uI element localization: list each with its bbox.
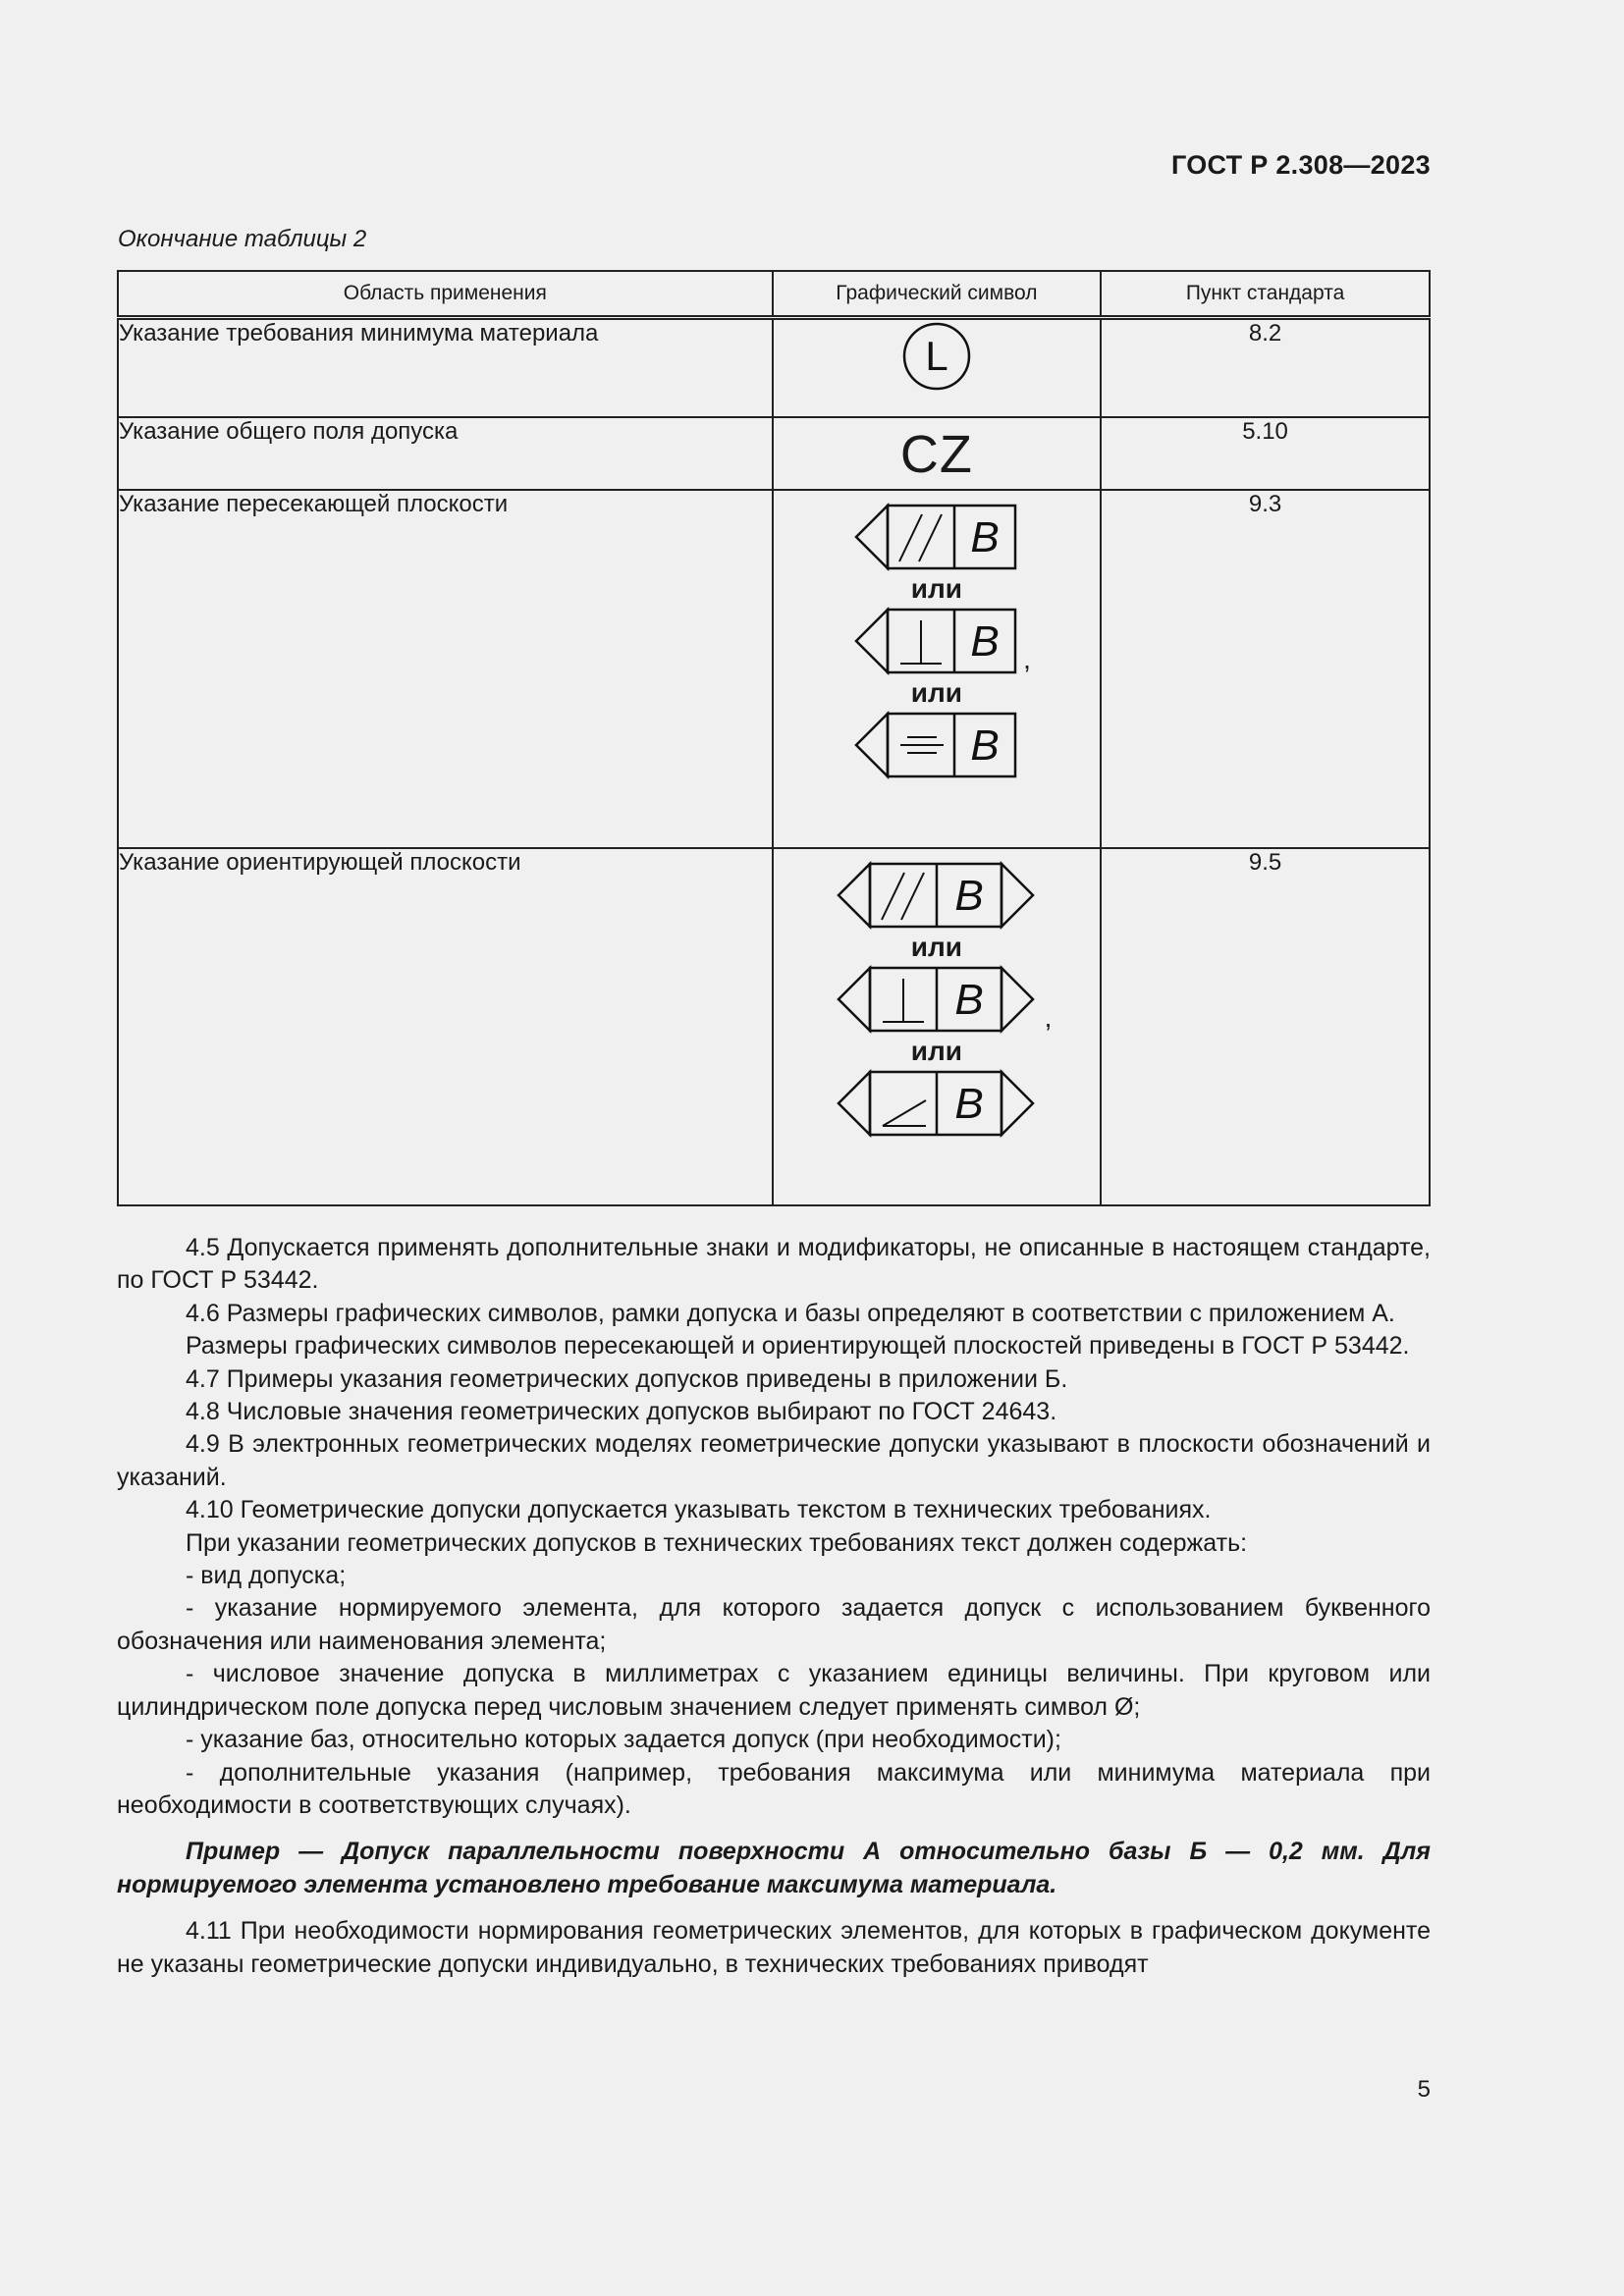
- datum-letter: B: [954, 975, 985, 1024]
- paragraph-4-9: 4.9 В электронных геометрических моделях геометрические допуски указывают в плоскости обозначений и указаний.: [117, 1430, 1431, 1491]
- page-number: 5: [1417, 2076, 1431, 2103]
- table-row: [118, 417, 1430, 490]
- least-material-icon: [900, 320, 973, 393]
- paragraph-4-6: 4.6 Размеры графических символов, рамки допуска и базы определяют в соответствии с приложением А.: [186, 1299, 1395, 1327]
- row-ref: 8.2: [1101, 318, 1430, 417]
- paragraph: Размеры графических символов пересекающей и ориентирующей плоскостей приведены в ГОСТ Р 53442.: [186, 1332, 1410, 1361]
- row-symbol: [773, 417, 1101, 490]
- list-item: - числовое значение допуска в миллиметрах с указанием единицы величины. При круговом или цилиндрическом поле допуска перед числовым значением следует применять символ Ø;: [117, 1660, 1431, 1721]
- datum-letter: B: [970, 616, 1000, 666]
- or-label: или: [910, 572, 962, 604]
- table-row: [118, 318, 1430, 417]
- intersection-plane-perpendicular-icon: [853, 607, 1020, 675]
- list-item: - вид допуска;: [186, 1562, 347, 1590]
- body-text: [117, 1232, 1431, 1981]
- table-row: [118, 848, 1430, 1205]
- paragraph-4-11: 4.11 При необходимости нормирования геометрических элементов, для которых в графическом документе не указаны геометрические допуски индивидуально, в технических требованиях приводят: [117, 1917, 1431, 1978]
- common-zone-symbol: CZ: [899, 424, 973, 484]
- header-symbol: Графический символ: [773, 271, 1101, 318]
- datum-letter: B: [970, 512, 1000, 561]
- table-row: [118, 490, 1430, 848]
- row-area: Указание ориентирующей плоскости: [118, 848, 773, 1205]
- list-item: - указание баз, относительно которых задается допуск (при необходимости);: [186, 1726, 1061, 1754]
- row-ref: 5.10: [1101, 417, 1430, 490]
- or-label: или: [910, 676, 962, 708]
- least-material-letter: L: [925, 333, 948, 379]
- table-caption: Окончание таблицы 2: [118, 226, 367, 252]
- datum-letter: B: [954, 1079, 985, 1128]
- paragraph: При указании геометрических допусков в технических требованиях текст должен содержать:: [186, 1528, 1248, 1557]
- row-area: Указание общего поля допуска: [118, 417, 773, 490]
- row-area: Указание пересекающей плоскости: [118, 490, 773, 848]
- paragraph-4-5: 4.5 Допускается применять дополнительные знаки и модификаторы, не описанные в настоящем стандарте, по ГОСТ Р 53442.: [117, 1234, 1431, 1295]
- row-symbol: [773, 848, 1101, 1205]
- orientation-plane-angularity-icon: [836, 1069, 1037, 1138]
- row-ref: 9.3: [1101, 490, 1430, 848]
- orientation-plane-perpendicular-icon: [836, 965, 1037, 1034]
- or-label: или: [910, 931, 962, 962]
- datum-letter: B: [970, 721, 1000, 770]
- row-symbol: [773, 318, 1101, 417]
- list-item: - указание нормируемого элемента, для которого задается допуск с использованием буквенного обозначения или наименования элемента;: [117, 1594, 1431, 1655]
- paragraph-4-8: 4.8 Числовые значения геометрических допусков выбирают по ГОСТ 24643.: [186, 1398, 1057, 1426]
- symbols-table: [117, 270, 1431, 1206]
- list-item: - дополнительные указания (например, требования максимума или минимума материала при необходимости в соответствующих случаях).: [117, 1758, 1431, 1819]
- comma: ,: [1044, 1001, 1053, 1033]
- row-ref: 9.5: [1101, 848, 1430, 1205]
- row-area: Указание требования минимума материала: [118, 318, 773, 417]
- header-area: Область применения: [118, 271, 773, 318]
- paragraph-4-10: 4.10 Геометрические допуски допускается указывать текстом в технических требованиях.: [186, 1496, 1212, 1524]
- orientation-plane-parallel-icon: [836, 861, 1037, 930]
- intersection-plane-symmetry-icon: [853, 711, 1020, 779]
- example-paragraph: Пример — Допуск параллельности поверхности А относительно базы Б — 0,2 мм. Для нормируемого элемента установлено требование максимума материала.: [117, 1838, 1431, 1898]
- document-header: ГОСТ Р 2.308—2023: [1170, 150, 1431, 180]
- paragraph-4-7: 4.7 Примеры указания геометрических допусков приведены в приложении Б.: [186, 1364, 1068, 1393]
- intersection-plane-parallel-icon: [853, 503, 1020, 571]
- or-label: или: [910, 1035, 962, 1066]
- header-ref: Пункт стандарта: [1101, 271, 1430, 318]
- row-symbol: [773, 490, 1101, 848]
- comma: ,: [1023, 643, 1031, 674]
- datum-letter: B: [954, 871, 985, 920]
- table-header-row: [118, 271, 1430, 318]
